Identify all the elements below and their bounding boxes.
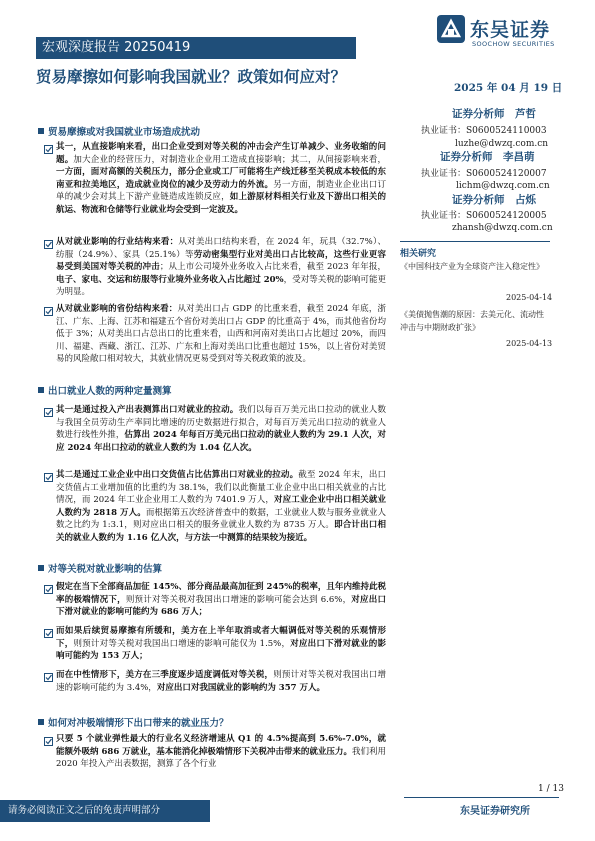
checkbox-bullet-icon [44, 585, 53, 594]
para-bold: 即合计出口相关的就业人数约为 1.16 亿人次，与方法一中测算的结果较为接近。 [56, 520, 386, 543]
para-text: 另一方面，制造业企业出口订单的减少会对其上下游产业链造成连锁反应， [56, 179, 386, 203]
logo-mark-icon [436, 14, 466, 44]
analyst-2-title: 证券分析师 李昌萌 [440, 151, 535, 163]
para-text: 我们利用 2020 年投入产出表数据，测算了各个行业 [56, 746, 386, 770]
paragraph [56, 625, 386, 663]
para-bold: 对应工业企业中出口相关就业人数约为 2818 万人。 [56, 495, 386, 518]
para-bold: 对应出口下滑对就业的影响可能约为 686 万人； [56, 594, 386, 618]
related-item-date: 2025-04-13 [506, 339, 553, 348]
analyst-2-cert: 执业证书：S0600524120007 [421, 169, 547, 179]
para-bold: 而在中性情形下，美方在三季度逐步适度调低对等关税， [56, 670, 274, 680]
checkbox-bullet-icon [44, 240, 53, 249]
related-item-title[interactable]: 《美债抛售潮的原因：去美元化、流动性冲击与中期财政扩张》 [400, 310, 544, 332]
disclaimer-banner: 请务必阅读正文之后的免责声明部分 [0, 800, 210, 822]
section-bullet-icon [38, 128, 44, 134]
analyst-1-email: luzhe@dwzq.com.cn [455, 139, 549, 149]
related-item-title[interactable]: 《中国科技产业为全球资产注入稳定性》 [400, 262, 544, 271]
report-type-banner: 宏观深度报告 20250419 [36, 37, 356, 59]
para-bold: 对应出口下滑对就业的影响可能约为 153 万人； [56, 638, 386, 662]
related-item-date: 2025-04-14 [506, 293, 553, 302]
section-bullet-icon [38, 387, 44, 393]
para-bold: 其一，从直接影响来看，出口企业受到对等关税的冲击会产生订单减少、业务收缩的问题。 [56, 142, 386, 165]
para-bold: 而如果后续贸易摩擦有所缓和，美方在上半年取消或者大幅调低对等关税的乐观情形下， [56, 626, 386, 649]
analyst-3-email: zhansh@dwzq.com.cn [452, 223, 553, 233]
para-bold: 一方面，面对高额的关税压力，部分企业或工厂可能将生产线迁移至关税成本较低的东南亚和拉美地区，造成就业岗位的减少及劳动力的外流。 [56, 167, 386, 190]
logo-english-name: SOOCHOW SECURITIES [472, 40, 555, 48]
logo-chinese-name: 东吴证券 [470, 19, 551, 41]
sidebar-divider [400, 241, 550, 242]
analyst-3-title: 证券分析师 占烁 [452, 194, 536, 206]
section-bullet-icon [38, 565, 44, 571]
para-bold: 其二是通过工业企业中出口交货值占比估算出口对就业的拉动。 [56, 470, 299, 480]
paragraph [56, 469, 386, 545]
para-text: 则预计对等关税对我国出口增速的影响可能仅为 1.5%， [73, 638, 291, 649]
para-text: 则预计对等关税对我国出口增速的影响可能会达到 6.6%， [125, 594, 352, 605]
footer-divider [404, 797, 559, 798]
para-text: 则预计对等关税对我国出口增速的影响可能约为 3.4%， [56, 670, 386, 693]
para-text: 加大企业的经营压力，对制造业企业用工造成直接影响；其二，从间接影响来看， [73, 154, 386, 165]
para-bold: 其一是通过投入产出表测算出口对就业的拉动。 [56, 405, 239, 415]
para-text: 截至 2024 年末，出口交货值占工业增加值的比重约为 38.1%，我们以此衡量工业企业中出口相关就业的占比情况，而 2024 年工业企业用工人数约为 7401.9 万人， [56, 470, 386, 506]
checkbox-bullet-icon [44, 307, 53, 316]
analyst-1-title: 证券分析师 芦哲 [452, 108, 536, 120]
para-bold: 从对就业影响的行业结构来看： [56, 237, 179, 247]
para-text: 我们以每百万美元出口拉动的就业人数与我国全员劳动生产率同比增速的历史数据进行拟合，对每百万美元出口拉动的就业人数进行线性外推， [56, 405, 386, 441]
para-text: ，受对等关税的影响可能更为明显。 [56, 274, 386, 298]
page-number: 1 / 13 [538, 784, 564, 794]
checkbox-bullet-icon [44, 408, 53, 417]
checkbox-bullet-icon [44, 145, 53, 154]
para-bold: 对应出口对我国就业的影响约为 357 万人。 [156, 682, 325, 693]
checkbox-bullet-icon [44, 673, 53, 682]
analyst-3-cert: 执业证书：S0600524120005 [421, 211, 547, 221]
paragraph [56, 303, 386, 366]
checkbox-bullet-icon [44, 629, 53, 638]
para-bold: 劳动密集型行业对美出口占比较高，这些行业更容易受到美国对等关税的冲击 [56, 249, 386, 273]
para-bold: 假定在当下全部商品加征 145%、部分商品最高加征到 245%的税率，且年内维持此税率的极端情况下， [56, 582, 386, 605]
para-text: ；从上市公司境外业务收入占比来看，截至 2023 年年报， [159, 262, 386, 273]
paragraph [56, 669, 386, 694]
section-bullet-icon [38, 719, 44, 725]
footer-organization: 东吴证券研究所 [460, 806, 530, 817]
paragraph [56, 141, 386, 217]
para-text: 而根据第五次经济普查中的数据，工业就业人数与服务业就业人数之比约为 1:3.1，则对应出口相关的服务业就业人数约为 8735 万人。 [56, 507, 386, 531]
para-bold: 如上游原材料相关行业及下游出口相关的航运、物流和仓储等行业就业均会受到一定波及。 [56, 192, 386, 215]
paragraph [56, 404, 386, 454]
checkbox-bullet-icon [44, 737, 53, 746]
para-text: 从对美出口占 GDP 的比重来看，截至 2024 年底，浙江、广东、上海、江苏和福建五个省份对美出口占 GDP 的比重高于 4%，而其他省份均低于 3%；从对美出口占总出口的比重来看，山西和河南对美出口占比超过 20%，而四川、福建、西藏、浙江、江苏、广东和上海对美出口比重也超过 15%，以上省份对美贸易的风险敞口相对较大，其就业情况更易受到对等关税政策的波及。 [56, 304, 386, 365]
section-heading: 出口就业人数的两种定量测算 [48, 386, 172, 397]
checkbox-bullet-icon [44, 473, 53, 482]
report-date: 2025 年 04 月 19 日 [454, 82, 563, 94]
section-heading: 贸易摩擦或对我国就业市场造成扰动 [48, 127, 201, 138]
para-bold: 从对就业影响的省份结构来看： [56, 304, 178, 314]
analyst-1-cert: 执业证书：S0600524110003 [421, 126, 547, 136]
paragraph [56, 733, 386, 771]
analyst-2-email: lichm@dwzq.com.cn [456, 181, 550, 191]
para-bold: 只要 5 个就业弹性最大的行业名义经济增速从 Q1 的 4.5%提高到 5.6%-7.0%，就能额外吸纳 686 万就业，基本能消化掉极端情形下关税冲击带来的就业压力。 [56, 734, 386, 757]
company-logo [436, 12, 586, 54]
para-bold: 估算出 2024 年每百万美元出口拉动的就业人数约为 29.1 人次，对应 2024 年出口拉动的就业人数约为 1.04 亿人次。 [56, 430, 386, 453]
report-title: 贸易摩擦如何影响我国就业？政策如何应对？ [36, 67, 347, 86]
section-heading: 如何对冲极端情形下出口带来的就业压力？ [48, 718, 229, 729]
related-research-heading: 相关研究 [400, 249, 437, 259]
paragraph [56, 581, 386, 619]
para-bold: 电子、家电、交运和纺服等行业境外业务收入占比超过 20% [56, 274, 284, 285]
para-text: 从对美出口结构来看，在 2024 年，玩具（32.7%）、纺服（24.9%）、家具（25.1%）等 [56, 237, 386, 260]
paragraph [56, 236, 386, 299]
section-heading: 对等关税对就业影响的估算 [48, 564, 163, 575]
